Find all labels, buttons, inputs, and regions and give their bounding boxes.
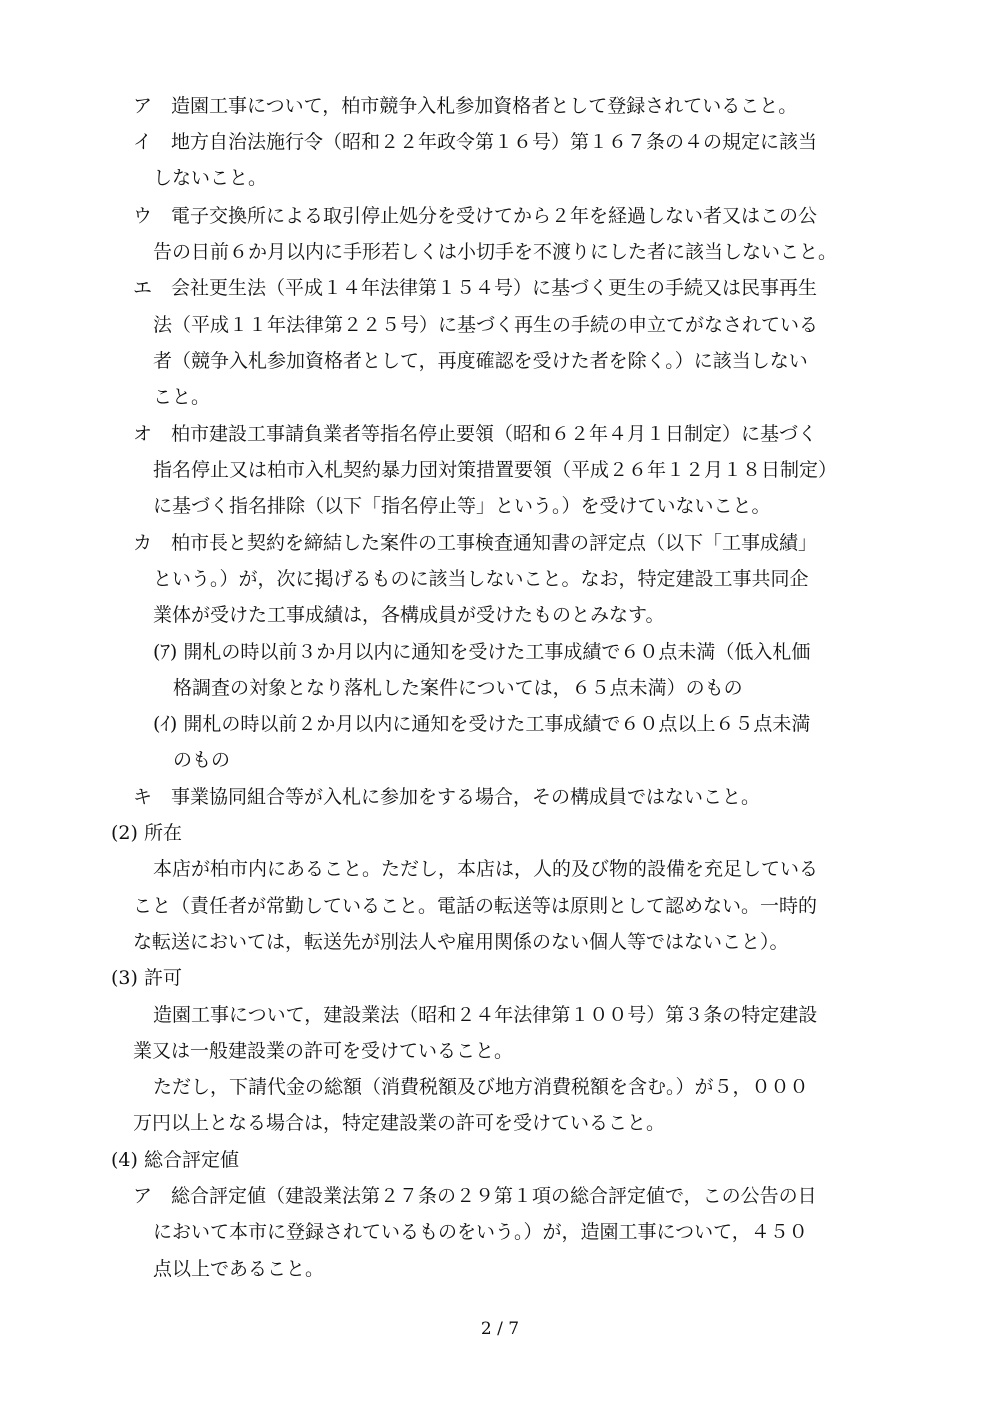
item-u-line-1: ウ 電子交換所による取引停止処分を受けてから２年を経過しない者又はこの公 [133, 205, 818, 227]
item-e-line-1: エ 会社更生法（平成１４年法律第１５４号）に基づく更生の手続又は民事再生 [133, 277, 818, 299]
sub-item-a-line-1: (ｱ) 開札の時以前３か月以内に通知を受けた工事成績で６０点未満（低入札価 [153, 641, 811, 663]
item-ka-line-3: 業体が受けた工事成績は，各構成員が受けたものとみなす。 [153, 604, 665, 626]
sub-item-a-line-2: 格調査の対象となり落札した案件については，６５点未満）のもの [173, 677, 743, 699]
section-3-line-2: 業又は一般建設業の許可を受けていること。 [133, 1040, 514, 1062]
sub-item-i-line-2: のもの [173, 749, 231, 771]
item-u-line-2: 告の日前６か月以内に手形若しくは小切手を不渡りにした者に該当しないこと。 [153, 241, 838, 263]
section-3-line-3: ただし，下請代金の総額（消費税額及び地方消費税額を含む。）が５，０００ [153, 1076, 809, 1098]
item-i-line-2: しないこと。 [153, 167, 268, 189]
item-o-line-3: に基づく指名排除（以下「指名停止等」という。）を受けていないこと。 [153, 495, 771, 517]
section-2-line-1: 本店が柏市内にあること。ただし，本店は，人的及び物的設備を充足している [153, 858, 819, 880]
item-e-line-4: こと。 [153, 386, 211, 408]
section-2-line-2: こと（責任者が常勤していること。電話の転送等は原則として認めない。一時的 [133, 895, 818, 917]
page-number: 2 / 7 [480, 1319, 520, 1339]
item-ka-line-1: カ 柏市長と契約を締結した案件の工事検査通知書の評定点（以下「工事成績」 [133, 532, 818, 554]
section-4-item-a-line-2: において本市に登録されているものをいう。）が，造園工事について，４５０ [153, 1221, 808, 1243]
section-4-item-a-line-3: 点以上であること。 [153, 1258, 325, 1280]
section-4-heading: (4) 総合評定値 [111, 1149, 239, 1171]
section-4-item-a-line-1: ア 総合評定値（建設業法第２７条の２９第１項の総合評定値で，この公告の日 [133, 1185, 817, 1207]
section-2-line-3: な転送においては，転送先が別法人や雇用関係のない個人等ではないこと）。 [133, 931, 789, 953]
section-3-line-1: 造園工事について，建設業法（昭和２４年法律第１００号）第３条の特定建設 [153, 1004, 818, 1026]
section-3-heading: (3) 許可 [111, 967, 182, 989]
section-2-heading: (2) 所在 [111, 822, 182, 844]
item-a-line-1: ア 造園工事について，柏市競争入札参加資格者として登録されていること。 [133, 95, 798, 117]
item-ka-line-2: という。）が，次に掲げるものに該当しないこと。なお，特定建設工事共同企 [153, 568, 809, 590]
section-3-line-4: 万円以上となる場合は，特定建設業の許可を受けていること。 [133, 1112, 666, 1134]
item-e-line-3: 者（競争入札参加資格者として，再度確認を受けた者を除く。）に該当しない [153, 350, 808, 372]
item-o-line-1: オ 柏市建設工事請負業者等指名停止要領（昭和６２年４月１日制定）に基づく [133, 423, 818, 445]
item-e-line-2: 法（平成１１年法律第２２５号）に基づく再生の手続の申立てがなされている [153, 314, 819, 336]
item-o-line-2: 指名停止又は柏市入札契約暴力団対策措置要領（平成２６年１２月１８日制定） [153, 459, 838, 481]
sub-item-i-line-1: (ｲ) 開札の時以前２か月以内に通知を受けた工事成績で６０点以上６５点未満 [153, 713, 811, 735]
item-ki-line-1: キ 事業協同組合等が入札に参加をする場合，その構成員ではないこと。 [133, 786, 761, 808]
item-i-line-1: イ 地方自治法施行令（昭和２２年政令第１６号）第１６７条の４の規定に該当 [133, 131, 818, 153]
